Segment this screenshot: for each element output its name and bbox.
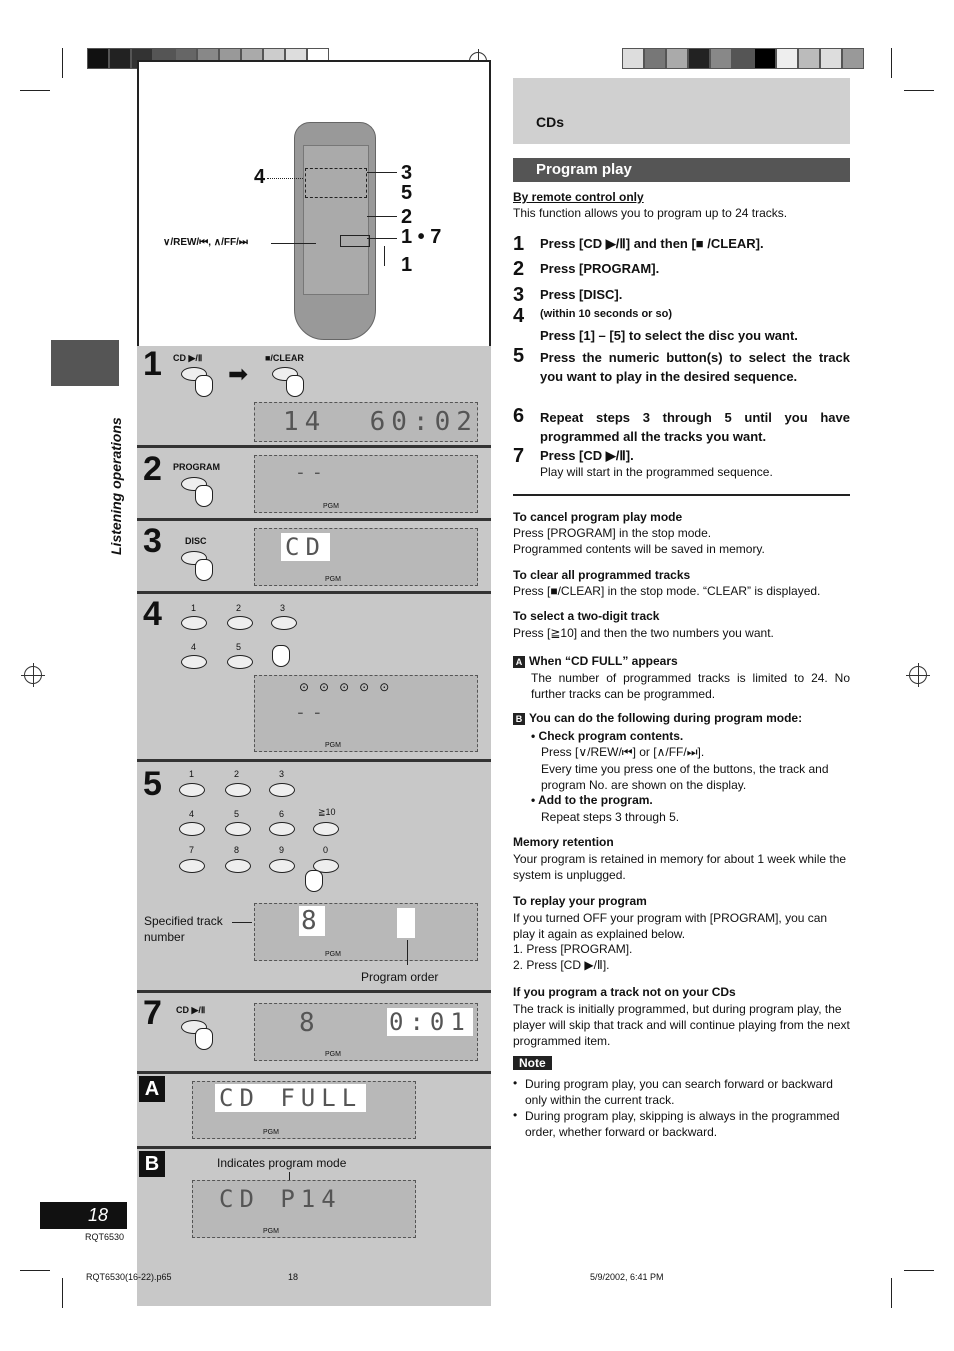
- step-text: Press [DISC].: [540, 287, 623, 302]
- key-label: 4: [189, 809, 195, 819]
- note-label: Note: [513, 1056, 552, 1070]
- step-text: Repeat steps 3 through 5 until you have programmed all the tracks you want.: [540, 410, 850, 444]
- cd-full-heading: [513, 654, 678, 668]
- track-display: 8: [299, 1008, 321, 1038]
- intro-text: This function allows you to program up to 24 tracks.: [513, 206, 788, 220]
- replay-text: If you turned OFF your program with [PROGRAM], you can play it again as explained below.: [513, 911, 828, 941]
- step2-number: 2: [143, 450, 162, 488]
- step-number: 1: [513, 233, 525, 255]
- disc-label: DISC: [185, 536, 207, 546]
- check-contents: • Check program contents.: [531, 729, 684, 743]
- remote-control: [294, 122, 376, 340]
- program-mode-caption: Indicates program mode: [217, 1156, 347, 1170]
- registration-mark-left: [24, 666, 42, 684]
- key-3-button[interactable]: [271, 616, 297, 630]
- key-label: 1: [189, 769, 195, 779]
- not-on-cd-text: The track is initially programmed, but during program play, the player will skip that track and will continue playing from the next programmed item.: [513, 1002, 850, 1048]
- key-label: 5: [236, 642, 242, 652]
- step-text: Press [CD ▶/Ⅱ].: [540, 448, 634, 463]
- callout-1: 1: [401, 254, 413, 276]
- display-text: --: [295, 702, 329, 723]
- cd-play-label: CD ▶/Ⅱ: [173, 353, 203, 363]
- key-label: 3: [279, 769, 285, 779]
- key-3-button[interactable]: [269, 783, 295, 797]
- step-number: 7: [513, 445, 525, 467]
- specified-track-label: Specified track number: [144, 914, 223, 944]
- key-1-button[interactable]: [179, 783, 205, 797]
- clear-text: Press [■/CLEAR] in the stop mode. “CLEAR” is displayed.: [513, 584, 821, 598]
- replay-step-1: 1. Press [PROGRAM].: [513, 942, 633, 956]
- two-digit-heading: To select a two-digit track: [513, 609, 660, 623]
- key-9-button[interactable]: [269, 859, 295, 873]
- key-label: ≧10: [318, 807, 336, 817]
- hand-icon: [286, 375, 304, 397]
- heading-text: You can do the following during program mode:: [529, 711, 803, 725]
- not-on-cd-heading: If you program a track not on your CDs: [513, 985, 736, 999]
- cancel-heading: To cancel program play mode: [513, 510, 683, 524]
- skip-label: ∨/REW/⏮, ∧/FF/⏭: [163, 237, 248, 248]
- disc-icons: ⊙⊙⊙⊙⊙: [299, 680, 400, 694]
- step5-number: 5: [143, 765, 162, 803]
- key-8-button[interactable]: [225, 859, 251, 873]
- step-text: Press [1] – [5] to select the disc you want.: [540, 328, 798, 343]
- cancel-text-1: Press [PROGRAM] in the stop mode.: [513, 526, 712, 540]
- two-digit-text: Press [≧10] and then the two numbers you want.: [513, 626, 774, 640]
- key-label: 2: [234, 769, 240, 779]
- step-number: 4: [513, 305, 525, 327]
- key-5-button[interactable]: [225, 822, 251, 836]
- by-remote-label: By remote control only: [513, 190, 644, 204]
- display-program-mode: [192, 1180, 416, 1238]
- pgm-indicator: PGM: [325, 742, 341, 749]
- clear-heading: To clear all programmed tracks: [513, 568, 691, 582]
- hand-icon: [195, 485, 213, 507]
- section-title: CDs: [536, 114, 565, 130]
- program-order-segment: [397, 908, 415, 938]
- key-2-button[interactable]: [227, 616, 253, 630]
- note-text-2: During program play, skipping is always in the programmed order, whether forward or backward.: [525, 1109, 840, 1139]
- step-number: 3: [513, 284, 525, 306]
- model-code: RQT6530: [85, 1232, 125, 1242]
- stop-clear-label: ■/CLEAR: [265, 353, 304, 363]
- track-number-segment: 8: [301, 906, 323, 936]
- program-order-label: Program order: [361, 970, 439, 984]
- step-text: Press the numeric button(s) to select the track you want to play in the desired sequence.: [540, 350, 850, 384]
- step1-number: 1: [143, 345, 162, 383]
- callout-5: 5: [401, 182, 413, 204]
- key-label: 4: [191, 642, 197, 652]
- step-number: 5: [513, 345, 525, 367]
- key-5-button[interactable]: [227, 655, 253, 669]
- callout-1-7: 1 • 7: [401, 226, 442, 248]
- page-title-bar: [513, 158, 850, 182]
- key-7-button[interactable]: [179, 859, 205, 873]
- note-text-1: During program play, you can search forward or backward only within the current track.: [525, 1077, 833, 1107]
- step-text: Press [CD ▶/Ⅱ] and then [■ /CLEAR].: [540, 236, 764, 251]
- cd-play-label: CD ▶/Ⅱ: [176, 1005, 206, 1015]
- display-step4: [254, 675, 478, 752]
- pgm-indicator: PGM: [325, 576, 341, 583]
- display-step7: [254, 1003, 478, 1061]
- side-tab-label: Listening operations: [108, 417, 124, 555]
- header-band: [513, 78, 850, 144]
- hand-icon: [272, 645, 290, 667]
- pgm-indicator: PGM: [263, 1228, 279, 1235]
- display-text: CD: [281, 533, 330, 561]
- step-text: (within 10 seconds or so): [540, 308, 673, 320]
- registration-mark-right: [909, 666, 927, 684]
- pgm-indicator: PGM: [325, 951, 341, 958]
- display-text: --: [295, 462, 329, 483]
- step3-number: 3: [143, 522, 162, 560]
- hand-icon: [195, 1028, 213, 1050]
- page-number: 18: [88, 1205, 109, 1225]
- display-step1: [254, 402, 478, 442]
- hand-icon: [305, 870, 323, 892]
- display-text: CD FULL: [215, 1084, 366, 1112]
- key-label: 6: [279, 809, 285, 819]
- side-tab-block: [51, 340, 119, 386]
- pgm-indicator: PGM: [263, 1129, 279, 1136]
- divider: [513, 494, 850, 496]
- step4-number: 4: [143, 595, 162, 633]
- print-date: 5/9/2002, 6:41 PM: [590, 1272, 664, 1282]
- arrow-right-icon: ➡: [228, 361, 249, 388]
- callout-2: 2: [401, 206, 413, 228]
- callout-3: 3: [401, 162, 413, 184]
- key-10-plus-button[interactable]: [313, 822, 339, 836]
- a-tag: A: [513, 656, 525, 668]
- add-program: • Add to the program.: [531, 793, 653, 807]
- step-text: Press [PROGRAM].: [540, 261, 660, 276]
- key-label: 7: [189, 845, 195, 855]
- key-1-button[interactable]: [181, 616, 207, 630]
- callout-4: 4: [254, 166, 266, 188]
- footer-page: 18: [288, 1272, 299, 1282]
- cancel-text-2: Programmed contents will be saved in memory.: [513, 542, 765, 556]
- step-number: 6: [513, 405, 525, 427]
- time-display: 0:01: [389, 1008, 471, 1036]
- key-label: 0: [323, 845, 329, 855]
- key-4-button[interactable]: [179, 822, 205, 836]
- file-name: RQT6530(16-22).p65: [86, 1272, 172, 1282]
- page-title: Program play: [536, 161, 632, 178]
- note-bullet-2: •: [513, 1108, 518, 1122]
- step-number: 2: [513, 258, 525, 280]
- key-label: 2: [236, 603, 242, 613]
- display-step2: [254, 455, 478, 513]
- display-step3: [254, 528, 478, 586]
- b-tag: B: [513, 713, 525, 725]
- section-a-tag: A: [139, 1076, 165, 1102]
- add-text: Repeat steps 3 through 5.: [541, 810, 680, 824]
- pgm-indicator: PGM: [325, 1051, 341, 1058]
- key-label: 9: [279, 845, 285, 855]
- cd-full-text: The number of programmed tracks is limited to 24. No further tracks can be programmed.: [531, 671, 850, 701]
- pgm-indicator: PGM: [323, 503, 339, 510]
- page-number-box: [40, 1202, 127, 1229]
- remote-illustration: [137, 60, 491, 348]
- hand-icon: [195, 375, 213, 397]
- step7-sub: Play will start in the programmed sequence.: [540, 465, 773, 479]
- program-mode-heading: [513, 711, 802, 725]
- replay-step-2: 2. Press [CD ▶/Ⅱ].: [513, 958, 610, 972]
- key-label: 1: [191, 603, 197, 613]
- replay-heading: To replay your program: [513, 894, 647, 908]
- section-b-tag: B: [139, 1151, 165, 1177]
- display-text: CD P14: [219, 1185, 342, 1213]
- memory-text: Your program is retained in memory for about 1 week while the system is unplugged.: [513, 852, 847, 882]
- key-label: 5: [234, 809, 240, 819]
- key-2-button[interactable]: [225, 783, 251, 797]
- key-label: 3: [280, 603, 286, 613]
- key-label: 8: [234, 845, 240, 855]
- display-text: 14 60:02: [283, 407, 478, 437]
- key-4-button[interactable]: [181, 655, 207, 669]
- heading-text: When “CD FULL” appears: [529, 654, 678, 668]
- display-cd-full: [192, 1081, 416, 1139]
- step7-number: 7: [143, 994, 162, 1032]
- key-6-button[interactable]: [269, 822, 295, 836]
- check-text-1: Press [∨/REW/⏮] or [∧/FF/⏭].: [541, 745, 705, 759]
- program-label: PROGRAM: [173, 462, 220, 472]
- display-step5: [254, 903, 478, 961]
- memory-heading: Memory retention: [513, 835, 614, 849]
- note-bullet-1: •: [513, 1076, 518, 1090]
- hand-icon: [195, 559, 213, 581]
- check-text-2: Every time you press one of the buttons, the track and program No. are shown on the display.: [541, 762, 829, 792]
